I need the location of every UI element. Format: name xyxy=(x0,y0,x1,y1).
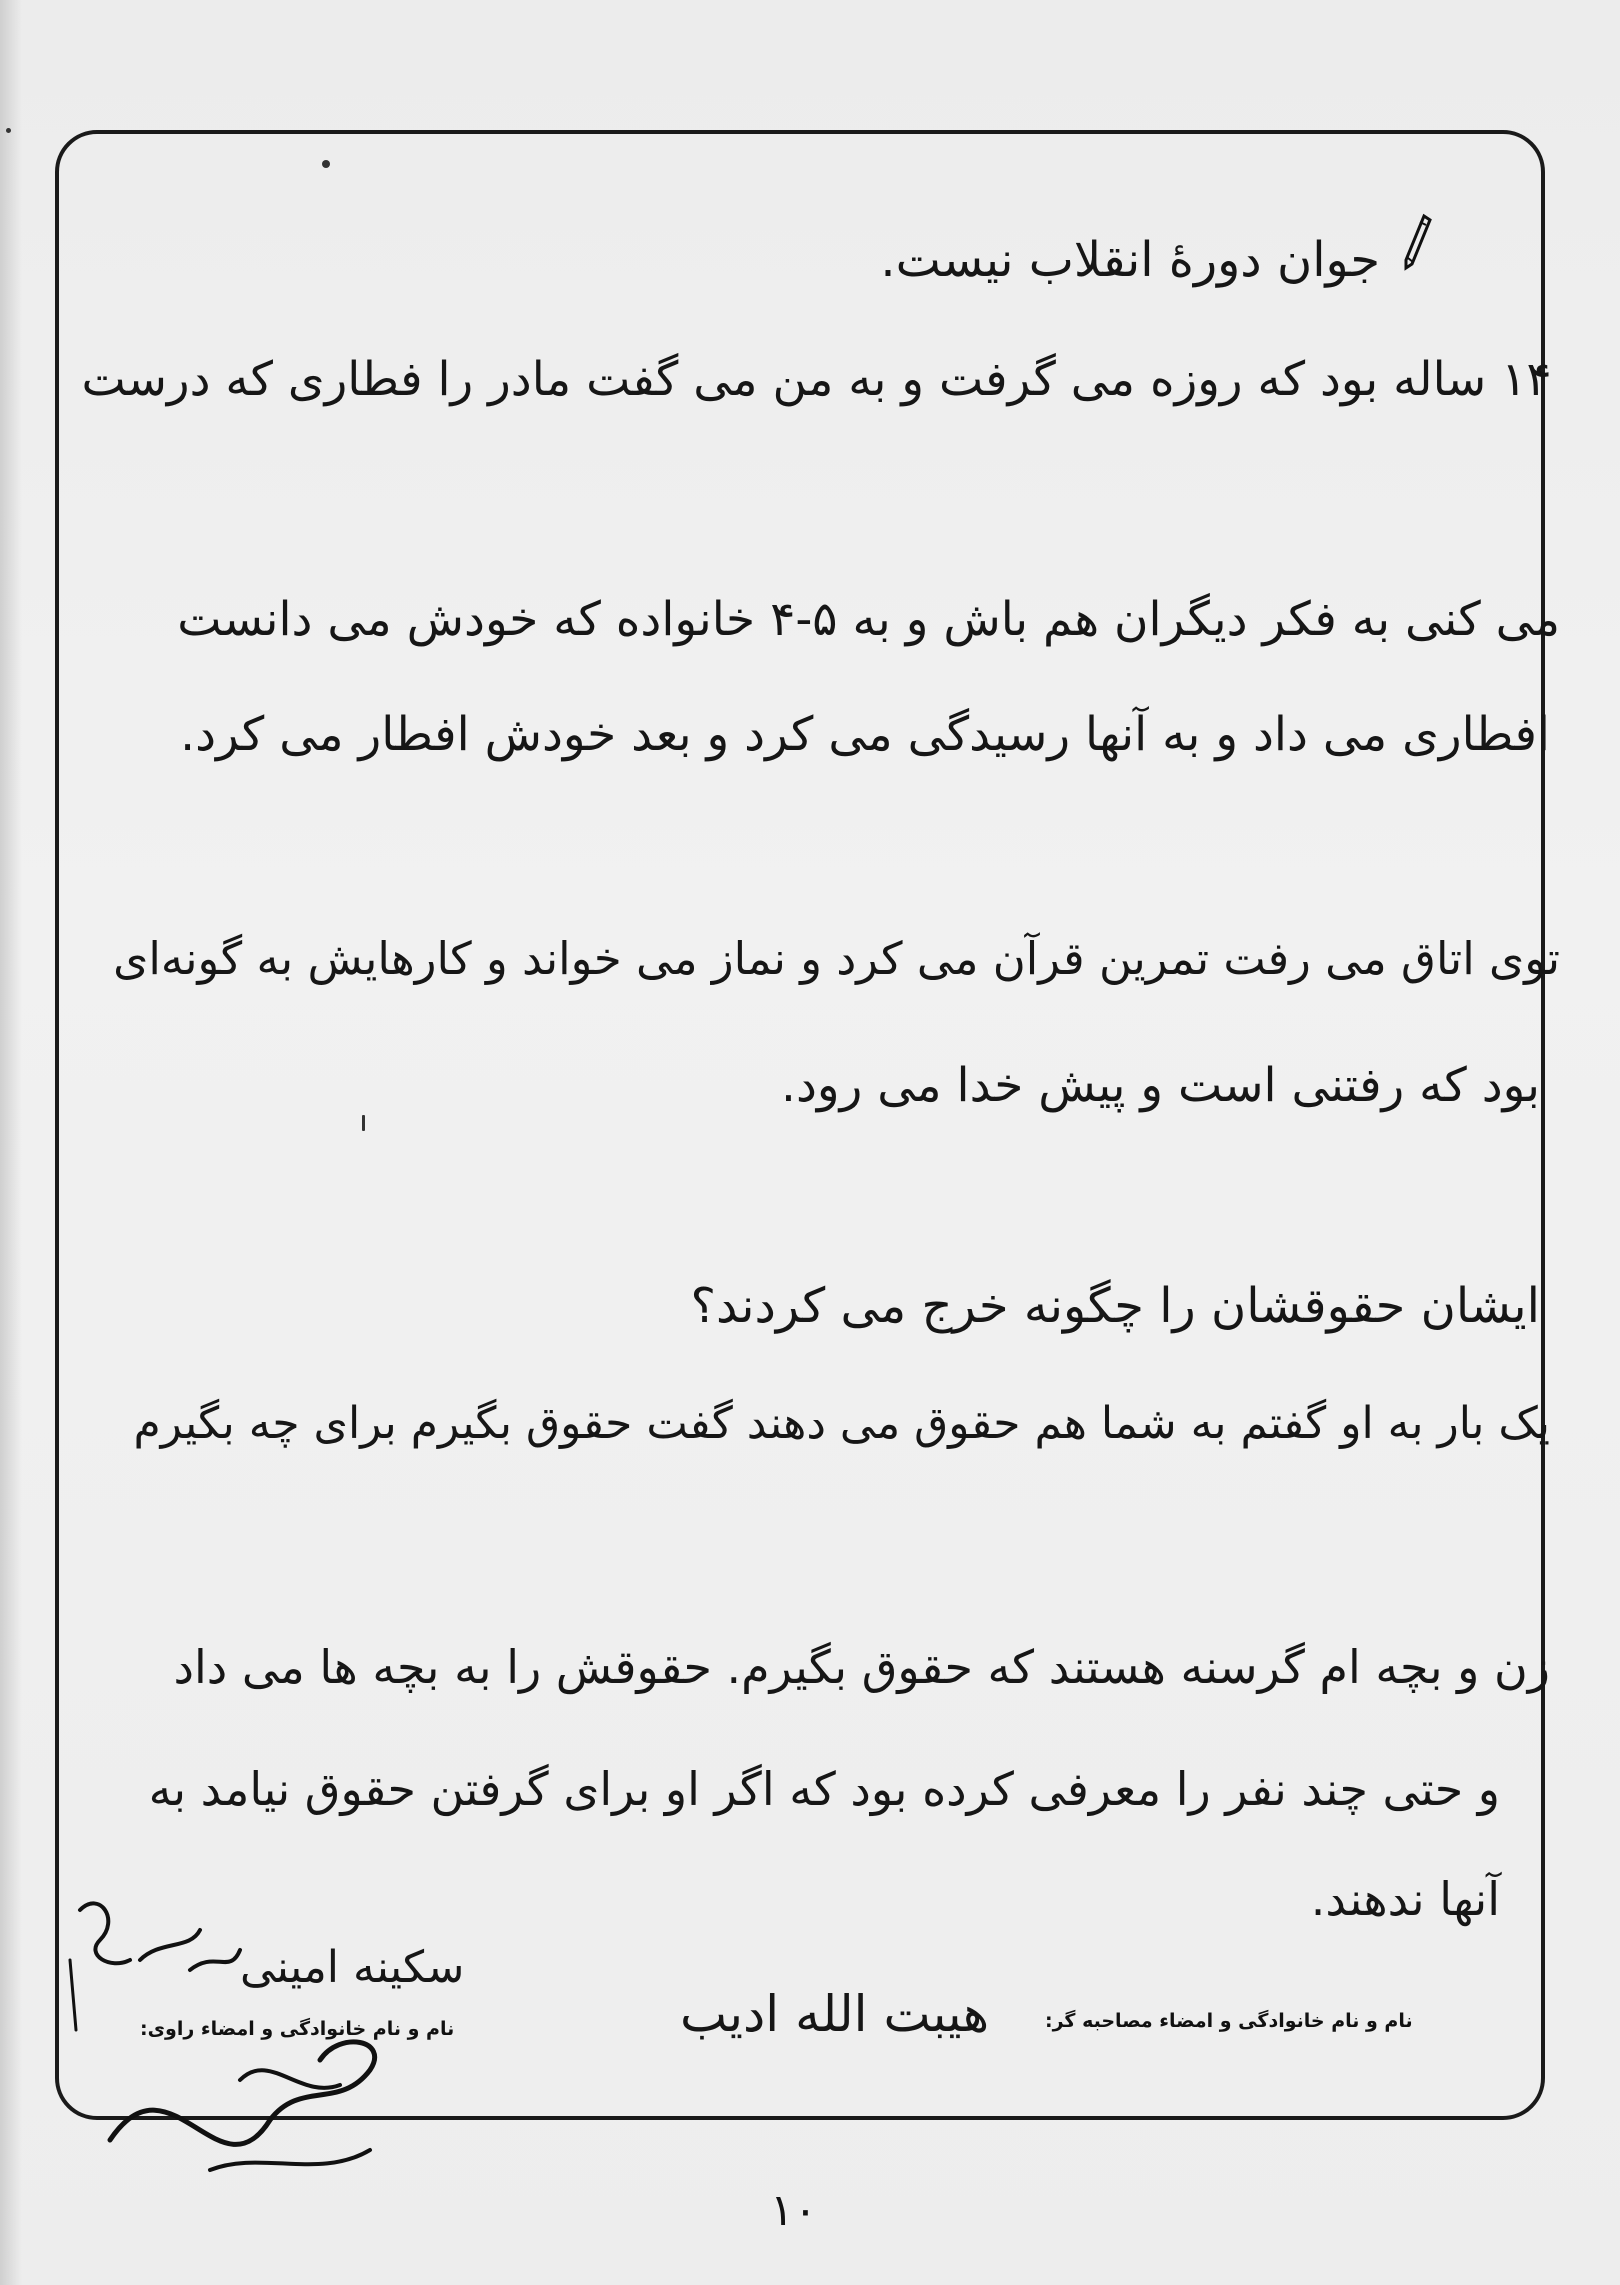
text-line-4: توی اتاق می رفت تمرین قرآن می کرد و نماز می خواند و کارهایش به گونه‌ای xyxy=(113,932,1560,985)
narrator-signature-scribble xyxy=(40,1880,520,2210)
pencil-icon xyxy=(1400,212,1434,272)
text-line-7: زن و بچه ام گرسنه هستند که حقوق بگیرم. حقوقش را به بچه ها می داد xyxy=(173,1640,1550,1694)
interviewer-name: هیبت الله ادیب xyxy=(680,1985,990,2043)
narrator-label: نام و نام خانوادگی و امضاء راوی: xyxy=(140,2018,455,2040)
text-line-1: ۱۴ ساله بود که روزه می گرفت و به من می گفت مادر را فطاری که درست xyxy=(81,352,1552,407)
page-border-frame xyxy=(55,130,1545,2120)
text-line-8: و حتی چند نفر را معرفی کرده بود که اگر او برای گرفتن حقوق نیامد به xyxy=(148,1762,1500,1816)
heading-line: جوان دورهٔ انقلاب نیست. xyxy=(880,232,1380,288)
page-number: ۱۰ xyxy=(770,2185,818,2236)
paper-edge-shadow xyxy=(0,0,22,2285)
text-line-3: افطاری می داد و به آنها رسیدگی می کرد و بعد خودش افطار می کرد. xyxy=(180,707,1550,762)
text-line-9: آنها ندهند. xyxy=(1310,1872,1500,1926)
text-line-2: می کنی به فکر دیگران هم باش و به ۵-۴ خانواده که خودش می دانست xyxy=(177,592,1560,647)
text-line-6: یک بار به او گفتم به شما هم حقوق می دهند گفت حقوق بگیرم برای چه بگیرم xyxy=(133,1398,1550,1449)
narrator-name: سکینه امینی xyxy=(240,1942,465,1993)
interviewer-label: نام و نام خانوادگی و امضاء مصاحبه گر: xyxy=(1045,2010,1413,2032)
text-line-5: بود که رفتنی است و پیش خدا می رود. xyxy=(781,1058,1540,1113)
scan-speck xyxy=(6,128,11,133)
question-line: ایشان حقوقشان را چگونه خرج می کردند؟ xyxy=(690,1278,1540,1334)
